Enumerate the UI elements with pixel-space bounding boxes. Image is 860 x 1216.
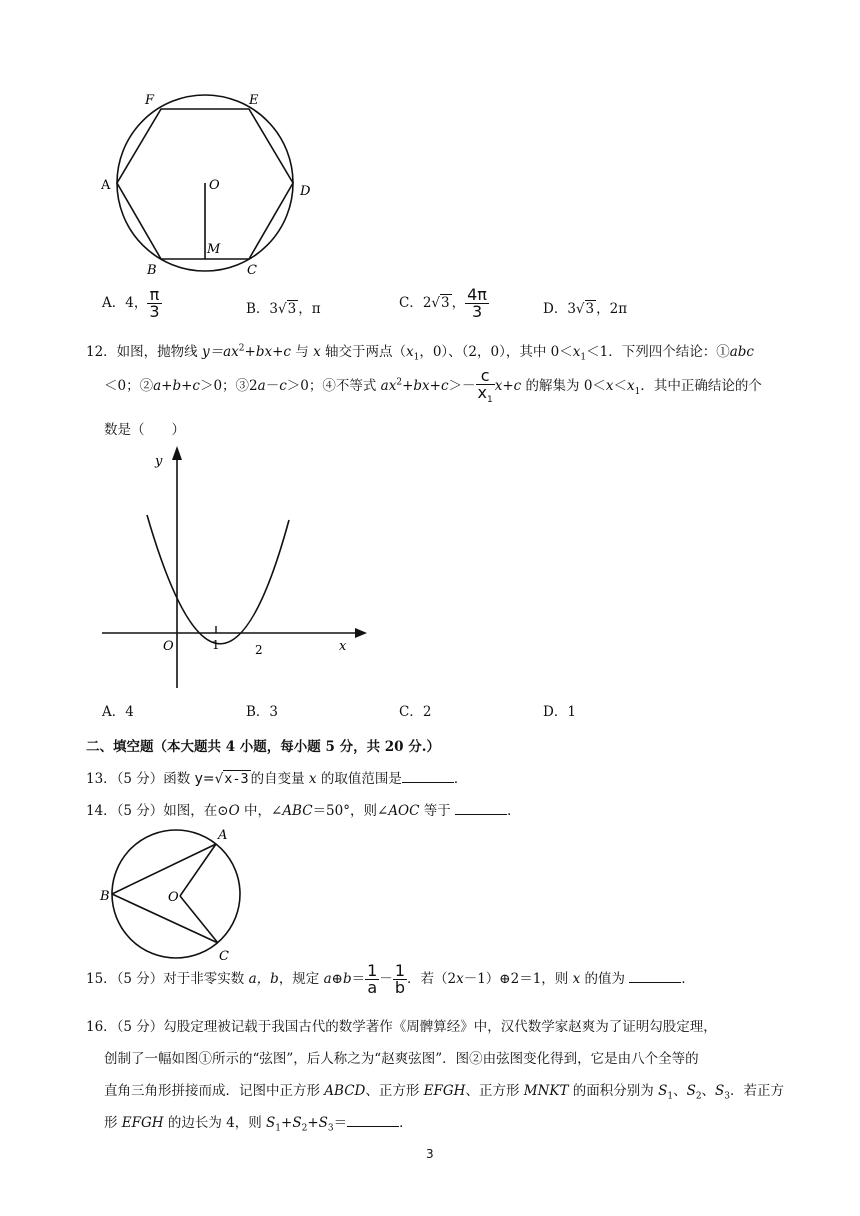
label-E: E <box>249 93 259 108</box>
page-number: 3 <box>426 1147 434 1161</box>
q12-option-b: B．3 <box>246 704 279 720</box>
q16-line2: 创制了一幅如图①所示的“弦图”，后人称之为“赵爽弦图”．图②由弦图变化得到，它是由八个全等的 <box>104 1051 699 1067</box>
section-2-heading: 二、填空题（本大题共 4 小题，每小题 5 分，共 20 分.） <box>86 739 440 755</box>
label-C: C <box>247 263 257 278</box>
q12-option-a: A．4 <box>102 704 134 720</box>
q12-line2: ＜0；②a+b+c＞0；③2a－c＞0；④不等式 $ax^2+bx+c>-$ $\frac{c}{x_1}$ x+c 的解集为 $0<x<x_1$．其中正确结论的个 <box>104 366 762 406</box>
label-B: B <box>147 263 157 278</box>
q16-answer-blank[interactable] <box>347 1114 399 1127</box>
q14: 14．（5 分）如图，在⊙O 中，∠ABC＝50°，则∠AOC 等于 ． <box>86 803 521 819</box>
origin-label: O <box>163 639 174 654</box>
label-C: C <box>219 949 229 963</box>
pi-over-3-fraction: $\frac{\pi}{3}$ <box>149 285 160 321</box>
label-D: D <box>300 184 311 199</box>
label-A: A <box>218 828 228 843</box>
q16-line4: 形 EFGH 的边长为 4，则 $S_1+S_2+S_3=$ ． <box>104 1115 413 1134</box>
q14-answer-blank[interactable] <box>455 802 507 815</box>
q11-option-a: A．4， $\frac{\pi}{3}$ <box>102 285 160 321</box>
parabola-figure <box>95 440 385 695</box>
label-O: O <box>168 890 179 905</box>
one-over-b-fraction: $\frac{1}{b}$ <box>394 961 405 997</box>
one-over-a-fraction: $\frac{1}{a}$ <box>367 961 378 997</box>
q16-line1: 16．（5 分）勾股定理被记载于我国古代的数学著作《周髀算经》中，汉代数学家赵爽为了证明勾股定理， <box>86 1019 717 1035</box>
label-B: B <box>100 889 110 904</box>
label-O: O <box>209 178 220 193</box>
x-axis-label: x <box>339 639 347 654</box>
q16-line3: 直角三角形拼接而成．记图中正方形 ABCD、正方形 EFGH、正方形 MNKT 的面积分别为 $S_1$、$S_2$、$S_3$．若正方 <box>104 1083 785 1102</box>
q12-line3: 数是（ ） <box>104 422 185 438</box>
q12-line1: 12．如图，抛物线 $y=ax^2+bx+c$ 与 x 轴交于两点（$x_1$，0）、（2，0），其中 $0<x_1<1$．下列四个结论：①abc <box>86 343 754 363</box>
label-M: M <box>207 242 221 257</box>
q15-answer-blank[interactable] <box>629 970 681 983</box>
q11-option-d: D．3√3 ，2π <box>543 301 628 317</box>
label-A: A <box>101 178 111 193</box>
label-F: F <box>145 93 155 108</box>
q12-option-d: D．1 <box>543 704 576 720</box>
four-pi-over-3-fraction: $\frac{4\pi}{3}$ <box>467 285 487 321</box>
circle-angle-figure <box>98 823 258 963</box>
tick-label-2: 2 <box>255 643 263 657</box>
hexagon-circle-figure <box>95 85 325 280</box>
c-over-x1-fraction: $\frac{c}{x_1}$ <box>477 366 493 406</box>
q11-option-c: C．2√3 ， $\frac{4\pi}{3}$ <box>399 285 487 321</box>
q15: 15．（5 分）对于非零实数 a，b，规定 a⊕b＝ $\frac{1}{a}$ － $\frac{1}{b}$ ．若（2x－1）⊕2＝1，则 x 的值为 ． <box>86 961 695 997</box>
tick-label-1: 1 <box>212 638 220 652</box>
q13-answer-blank[interactable] <box>402 770 454 783</box>
q12-option-c: C．2 <box>399 704 432 720</box>
q11-option-b: B．3√3 ，π <box>246 301 321 317</box>
q13: 13．（5 分）函数 y=√x-3 的自变量 x 的取值范围是 ． <box>86 771 468 787</box>
y-axis-label: y <box>155 454 163 469</box>
